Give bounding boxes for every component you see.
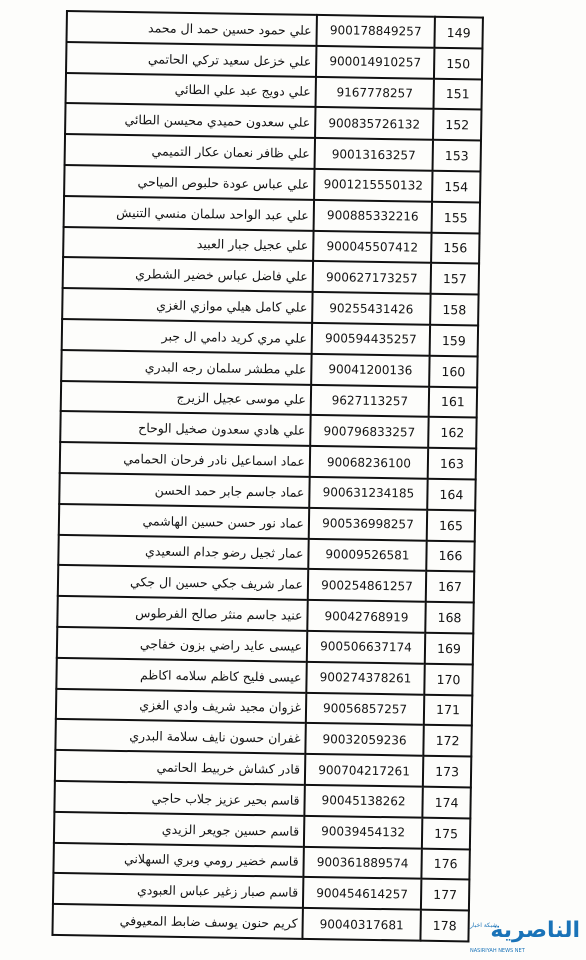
person-name: علي فاضل عباس خضير الشطري <box>63 257 313 292</box>
id-number: 9627113257 <box>311 384 429 417</box>
person-name: قاسم صبار زغير عباس العبودي <box>53 873 303 908</box>
person-name: قادر كشاش خربيط الحاتمي <box>55 750 305 785</box>
row-number: 160 <box>429 356 477 388</box>
person-name: علي حمود حسين حمد ال محمد <box>67 11 317 46</box>
person-name: قاسم بحير عزيز جلاب حاجي <box>54 781 304 816</box>
id-number: 90056857257 <box>306 692 424 725</box>
person-name: عماد جاسم جابر حمد الحسن <box>59 473 309 508</box>
id-number: 900627173257 <box>313 261 431 294</box>
id-number: 90013163257 <box>315 138 433 171</box>
row-number: 169 <box>425 633 473 665</box>
row-number: 166 <box>426 540 474 572</box>
person-name: علي عبد الواحد سلمان منسي التنيش <box>64 196 314 231</box>
person-name: علي هادي سعدون صخيل الوحاح <box>60 411 310 446</box>
row-number: 165 <box>427 509 475 541</box>
id-number: 900594435257 <box>312 323 430 356</box>
id-number: 90032059236 <box>305 723 423 756</box>
row-number: 158 <box>430 294 478 326</box>
names-table-body <box>52 11 482 941</box>
row-number: 174 <box>422 787 470 819</box>
person-name: قاسم حسين جويعر الزيدي <box>54 812 304 847</box>
document-sheet <box>51 10 483 942</box>
names-table <box>51 10 483 942</box>
row-number: 171 <box>424 694 472 726</box>
id-number: 900254861257 <box>308 569 426 602</box>
id-number: 90041200136 <box>311 354 429 387</box>
row-number: 177 <box>421 879 469 911</box>
id-number: 900454614257 <box>303 877 421 910</box>
id-number: 90068236100 <box>310 446 428 479</box>
id-number: 900178849257 <box>316 15 434 48</box>
row-number: 164 <box>427 479 475 511</box>
row-number: 151 <box>433 78 481 110</box>
row-number: 153 <box>433 140 481 172</box>
id-number: 900536998257 <box>309 508 427 541</box>
person-name: علي عجيل جبار العبيد <box>63 227 313 262</box>
id-number: 90042768919 <box>307 600 425 633</box>
watermark-logo <box>468 916 580 956</box>
row-number: 155 <box>432 202 480 234</box>
row-number: 157 <box>431 263 479 295</box>
id-number: 900014910257 <box>316 46 434 79</box>
row-number: 170 <box>424 663 472 695</box>
id-number: 90039454132 <box>304 816 422 849</box>
id-number: 900885332216 <box>314 200 432 233</box>
row-number: 154 <box>432 171 480 203</box>
id-number: 900704217261 <box>305 754 423 787</box>
id-number: 9001215550132 <box>314 169 432 202</box>
person-name: عنيد جاسم منثر صالح الفرطوس <box>57 596 307 631</box>
logo-text: الناصرية <box>490 918 580 943</box>
row-number: 149 <box>434 17 482 49</box>
row-number: 178 <box>420 910 468 942</box>
person-name: عمار شريف جكي حسين ال جكي <box>58 565 308 600</box>
person-name: علي مري كريد دامي ال جبر <box>62 319 312 354</box>
person-name: غزوان مجيد شريف وادي الغزي <box>56 688 306 723</box>
id-number: 900796833257 <box>310 415 428 448</box>
row-number: 176 <box>421 848 469 880</box>
row-number: 162 <box>428 417 476 449</box>
row-number: 152 <box>433 109 481 141</box>
row-number: 168 <box>425 602 473 634</box>
person-name: عماد نور حسن حسين الهاشمي <box>59 504 309 539</box>
person-name: غفران حسون نايف سلامة البدري <box>55 719 305 754</box>
id-number: 9167778257 <box>316 77 434 110</box>
person-name: قاسم خضير رومي وبري السهلاني <box>53 842 303 877</box>
id-number: 900045507412 <box>313 230 431 263</box>
id-number: 900361889574 <box>303 846 421 879</box>
person-name: علي عباس عودة حلبوص المياحي <box>64 165 314 200</box>
person-name: عمار ثجيل رضو جدام السعيدي <box>58 534 308 569</box>
row-number: 161 <box>429 386 477 418</box>
person-name: علي دويج عبد علي الطائي <box>66 73 316 108</box>
person-name: علي ظافر نعمان عكار التميمي <box>65 134 315 169</box>
row-number: 150 <box>434 48 482 80</box>
row-number: 175 <box>422 817 470 849</box>
person-name: كريم حنون يوسف ضابط المعيوفي <box>52 904 302 939</box>
id-number: 90009526581 <box>308 538 426 571</box>
person-name: علي خزعل سعيد تركي الحاتمي <box>66 42 316 77</box>
person-name: علي موسى عجيل الزيرج <box>61 381 311 416</box>
id-number: 90045138262 <box>304 785 422 818</box>
id-number: 900631234185 <box>309 477 427 510</box>
id-number: 90255431426 <box>312 292 430 325</box>
row-number: 167 <box>426 571 474 603</box>
id-number: 900506637174 <box>307 631 425 664</box>
table-row <box>52 904 468 941</box>
id-number: 900835726132 <box>315 107 433 140</box>
person-name: عماد اسماعيل نادر فرحان الحمامي <box>60 442 310 477</box>
id-number: 900274378261 <box>306 662 424 695</box>
row-number: 156 <box>431 232 479 264</box>
person-name: عيسى فليح كاظم سلامه اكاظم <box>56 658 306 693</box>
id-number: 90040317681 <box>302 908 420 941</box>
person-name: علي مطشر سلمان رجه البدري <box>61 350 311 385</box>
row-number: 172 <box>423 725 471 757</box>
person-name: علي سعدون حميدي محيسن الطائي <box>65 103 315 138</box>
row-number: 159 <box>430 325 478 357</box>
person-name: عيسى عايد راضي بزون خفاجي <box>57 627 307 662</box>
row-number: 163 <box>428 448 476 480</box>
logo-tagline: شبكة اخبار <box>470 922 498 929</box>
row-number: 173 <box>423 756 471 788</box>
person-name: علي كامل هيلي موازي الغزي <box>62 288 312 323</box>
logo-subtitle: NASIRIYAH NEWS NET <box>470 948 525 954</box>
